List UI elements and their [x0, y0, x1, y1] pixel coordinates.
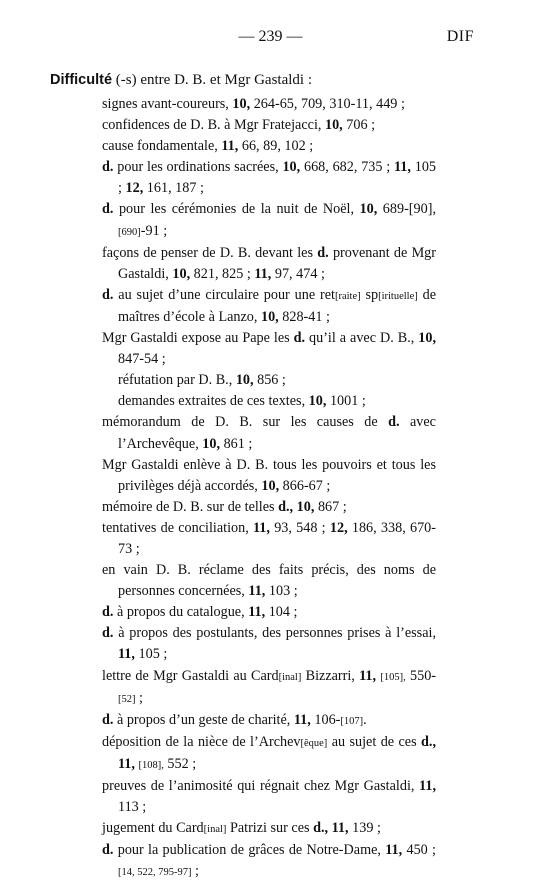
- bold-reference: 11,: [118, 646, 135, 663]
- index-subentry: [102, 455, 436, 497]
- entry-text: 668, 682, 735 ;: [300, 159, 394, 176]
- editorial-bracket: [raite]: [334, 290, 361, 302]
- entry-text: avec l’Archevêque,: [118, 414, 436, 452]
- bold-reference: d.: [102, 711, 114, 728]
- entry-text: 93, 548 ;: [269, 519, 330, 536]
- entry-text: ;: [135, 689, 143, 706]
- bold-reference: d.: [102, 842, 114, 859]
- entry-text: cause fondamentale,: [102, 138, 222, 155]
- index-subentry: [102, 518, 436, 560]
- bold-reference: 12,: [125, 180, 144, 197]
- bold-reference: 10,: [308, 393, 327, 410]
- entry-text: 689-[90],: [377, 201, 436, 218]
- entry-text: de maîtres d’école à Lanzo,: [118, 286, 436, 325]
- entry-text: 97, 474 ;: [271, 265, 325, 282]
- index-subentry: [102, 136, 436, 157]
- entry-text: déposition de la nièce de l’Archev: [102, 733, 301, 750]
- index-subentry: [102, 370, 436, 391]
- entry-text: 550-: [405, 667, 437, 684]
- entry-text: 706 ;: [342, 117, 376, 134]
- editorial-bracket: [52]: [118, 693, 136, 705]
- bold-reference: d.,: [421, 733, 436, 750]
- editorial-bracket: [inal]: [278, 671, 302, 683]
- bold-reference: 11,: [221, 138, 239, 155]
- entry-text: 105 ;: [118, 159, 436, 197]
- entry-text: 186, 338, 670-73 ;: [118, 519, 436, 557]
- bold-reference: 11,: [393, 159, 411, 176]
- entry-text: 161, 187 ;: [143, 180, 204, 197]
- entry-text: réfutation par D. B.,: [118, 372, 236, 389]
- entry-text: 104 ;: [265, 604, 298, 621]
- entry-text: Bizzarri,: [301, 667, 360, 684]
- bold-reference: 11,: [254, 265, 272, 282]
- entry-text: à propos des postulants, des personnes prises à l’essai,: [113, 625, 436, 642]
- entry-text: Patrizi sur ces: [226, 820, 314, 837]
- index-subentry: [102, 243, 436, 285]
- entry-text: à propos d’un geste de charité,: [113, 711, 294, 728]
- entry-text: 856 ;: [253, 372, 286, 389]
- entry-text: au sujet de ces: [327, 733, 422, 750]
- index-subentry: [102, 285, 436, 328]
- bold-reference: d.: [293, 330, 306, 347]
- entry-text: jugement du Card: [102, 820, 204, 837]
- bold-reference: 11,: [118, 755, 135, 772]
- entry-text: mémoire de D. B. sur de telles: [102, 498, 279, 515]
- entry-text: qu’il a avec D. B.,: [305, 330, 419, 347]
- bold-reference: 11,: [248, 604, 266, 621]
- bold-reference: 10,: [260, 308, 279, 325]
- entry-text: 106-: [310, 711, 341, 728]
- entry-text: 103 ;: [265, 583, 298, 600]
- index-subentry: [102, 412, 436, 454]
- entry-headword: Difficulté: [50, 72, 113, 88]
- index-subentry: [102, 776, 436, 818]
- index-subentry: [102, 94, 436, 115]
- entry-text: 264-65, 709, 310-11, 449 ;: [250, 96, 405, 112]
- bold-reference: 11,: [253, 519, 270, 536]
- bold-reference: 10,: [261, 477, 280, 494]
- entry-text: 105 ;: [134, 646, 168, 663]
- entry-text: .: [363, 711, 367, 728]
- entry-text: mémorandum de D. B. sur les causes de: [102, 414, 389, 431]
- entry-text: au sujet d’une circulaire pour une ret: [113, 286, 335, 303]
- entry-text: 1001 ;: [326, 393, 366, 410]
- index-subentry: [102, 818, 436, 840]
- page-number: — 239 —: [238, 28, 303, 45]
- entry-text: provenant de Mgr Gastaldi,: [118, 244, 436, 282]
- entry-text: façons de penser de D. B. devant les: [102, 244, 318, 261]
- index-subentry: [102, 710, 436, 732]
- bold-reference: 11,: [419, 778, 436, 794]
- index-subentry: [102, 157, 436, 199]
- entry-text: Mgr Gastaldi expose au Pape les: [102, 330, 294, 347]
- bold-reference: 10,: [359, 201, 378, 218]
- entry-text: 66, 89, 102 ;: [238, 138, 314, 155]
- bold-reference: 11,: [248, 583, 266, 600]
- bold-reference: d.: [388, 414, 400, 431]
- bold-reference: 10,: [202, 435, 221, 452]
- entry-text: pour les ordinations sacrées,: [113, 159, 283, 176]
- bold-reference: d.,: [313, 820, 329, 837]
- entry-text: Mgr Gastaldi enlève à D. B. tous les pouvoirs et tous les privilèges déjà accordés,: [102, 456, 436, 494]
- entry-text: tentatives de conciliation,: [102, 519, 253, 536]
- entry-text: 847-54 ;: [118, 351, 166, 368]
- entry-text: ;: [191, 863, 199, 880]
- bold-reference: d.: [102, 159, 114, 176]
- entry-text: 867 ;: [314, 498, 347, 515]
- bold-reference: d.: [102, 286, 114, 303]
- bold-reference: 10,: [324, 117, 343, 134]
- index-subentry: [102, 623, 436, 665]
- bold-reference: 11,: [359, 667, 377, 684]
- bold-reference: 12,: [329, 519, 348, 536]
- entry-text: demandes extraites de ces textes,: [118, 393, 309, 410]
- bold-reference: 10,: [232, 96, 251, 112]
- entry-text: confidences de D. B. à Mgr Fratejacci,: [102, 117, 325, 134]
- entry-text: -91 ;: [140, 222, 168, 239]
- bold-reference: 10,: [172, 265, 191, 282]
- index-subentry: [102, 497, 436, 518]
- entry-text: 866-67 ;: [279, 477, 331, 494]
- editorial-bracket: [14, 522, 795-97]: [118, 867, 192, 879]
- entry-text: 828-41 ;: [278, 308, 330, 325]
- entry-text: à propos du catalogue,: [113, 604, 249, 621]
- index-subentry: [102, 666, 436, 710]
- bold-reference: d.: [102, 625, 114, 642]
- entry-heading-rest: (-s) entre D. B. et Mgr Gastaldi :: [112, 72, 312, 88]
- editorial-bracket: [inal]: [203, 824, 227, 836]
- bold-reference: 10,: [296, 498, 315, 515]
- entry-text: 861 ;: [220, 435, 253, 452]
- entry-text: 821, 825 ;: [190, 265, 255, 282]
- running-head: DIF: [446, 28, 474, 45]
- editorial-bracket: [690]: [118, 226, 141, 238]
- index-subentry: [102, 199, 436, 242]
- bold-reference: d.: [317, 244, 329, 261]
- bold-reference: d.: [102, 201, 114, 218]
- entry-text: signes avant-coureurs,: [102, 96, 233, 112]
- bold-reference: 10,: [235, 372, 254, 389]
- entry-text: lettre de Mgr Gastaldi au Card: [102, 667, 279, 684]
- bold-reference: 10,: [418, 330, 436, 347]
- entry-text: preuves de l’animosité qui régnait chez Mgr Gastaldi,: [102, 778, 420, 794]
- index-subentry: [102, 328, 436, 370]
- bold-reference: 11,: [293, 711, 311, 728]
- editorial-bracket: [107]: [340, 715, 364, 727]
- entry-text: 113 ;: [118, 799, 147, 816]
- index-subentry: [102, 840, 436, 883]
- subentry-list: [102, 94, 436, 883]
- index-subentry: [102, 560, 436, 602]
- entry-text: en vain D. B. réclame des faits précis, des noms de personnes concernées,: [102, 562, 436, 600]
- editorial-bracket: [105],: [380, 671, 406, 683]
- index-subentry: [102, 391, 436, 412]
- bold-reference: 11,: [331, 820, 349, 837]
- entry-heading: [50, 72, 312, 89]
- entry-text: pour les cérémonies de la nuit de Noël,: [113, 201, 360, 218]
- index-subentry: [102, 602, 436, 623]
- entry-text: 450 ;: [402, 842, 436, 859]
- entry-text: 552 ;: [163, 755, 197, 772]
- bold-reference: d.: [102, 604, 114, 621]
- bold-reference: d.,: [278, 498, 294, 515]
- index-subentry: [102, 115, 436, 136]
- index-subentry: [102, 732, 436, 776]
- entry-text: sp: [360, 286, 379, 303]
- editorial-bracket: [108],: [138, 759, 164, 771]
- editorial-bracket: [irituelle]: [378, 290, 418, 302]
- bold-reference: 10,: [282, 159, 301, 176]
- entry-text: 139 ;: [348, 820, 381, 837]
- entry-text: pour la publication de grâces de Notre-Dame,: [113, 842, 386, 859]
- editorial-bracket: [êque]: [300, 737, 328, 749]
- bold-reference: 11,: [385, 842, 403, 859]
